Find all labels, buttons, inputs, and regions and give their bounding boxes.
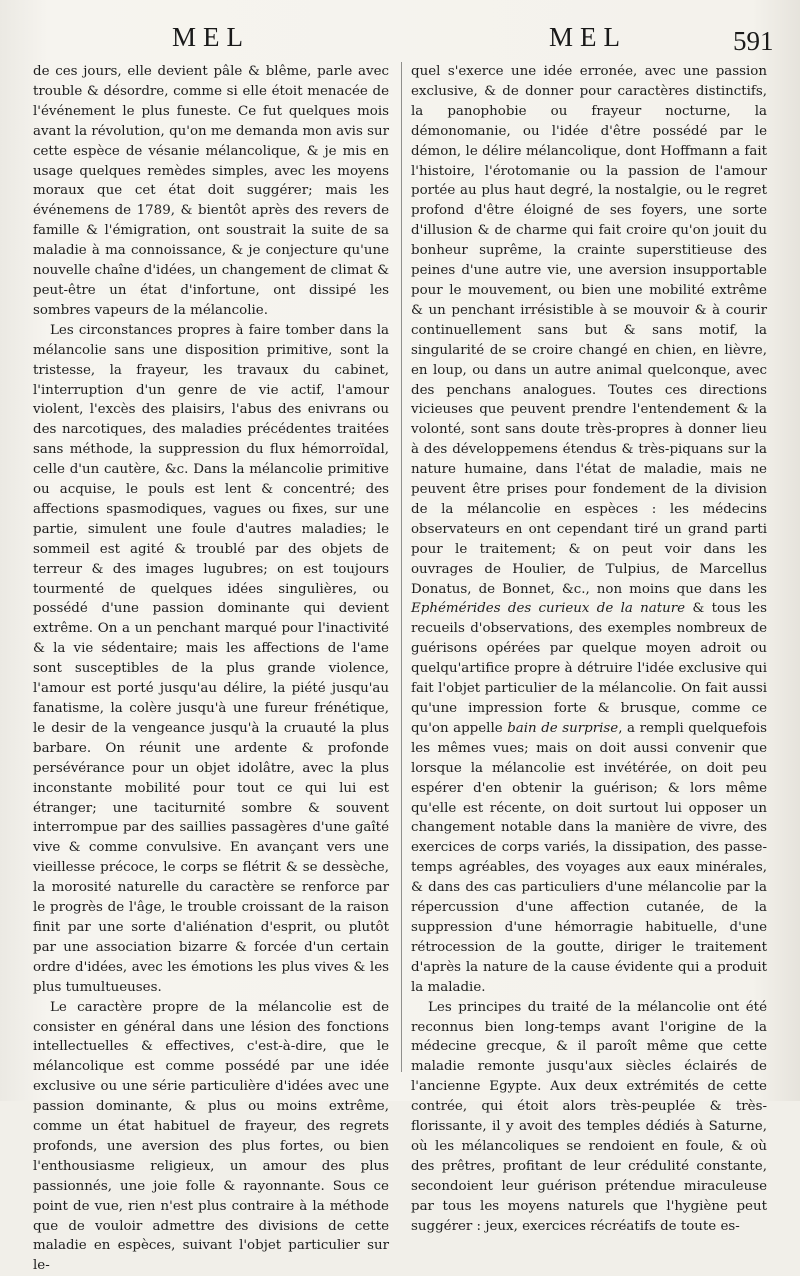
text-run: & tous les recueils d'observations, des exemples nombreux de guérisons opérées par quelque moyen adroit ou quelqu'artifice propre à détruire l'idée exclusive qui fait l'objet particulier de la mélancolie. On fait aussi qu'une impression forte & brusque, comme ce qu'on appelle [411,601,767,736]
paragraph: Les circonstances propres à faire tomber dans la mélancolie sans une disposition primitive, sont la tristesse, la frayeur, les travaux du cabinet, l'interruption d'un genre de vie actif, l'amour violent, l'excès des plaisirs, l'abus des enivrans ou des narcotiques, des maladies précédentes traitées sans méthode, la suppression du flux hémorroïdal, celle d'un cautère, &c. Dans la mélancolie primitive ou acquise, le pouls est lent & concentré; des affections spasmodiques, vagues ou fixes, sur une partie, simulent une foule d'autres maladies; le sommeil est agité & troublé par des objets de terreur & des images lugubres; on est toujours tourmenté de quelques idées singulières, ou possédé d'une passion dominante qui devient extrême. On a un penchant marqué pour l'inactivité & la vie sédentaire; mais les affections de l'ame sont susceptibles de la plus grande violence, l'amour est porté jusqu'au délire, la piété jusqu'au fanatisme, la colère jusqu'à une fureur frénétique, le desir de la vengeance jusqu'à la cruauté la plus barbare. On réunit une ardente & profonde persévérance pour un objet idolâtre, avec la plus inconstante mobilité pour tout ce qui lui est étranger; une taciturnité sombre & souvent interrompue par des saillies passagères d'une gaîté vive & comme convulsive. En avançant vers une vieillesse précoce, le corps se flétrit & se dessèche, la morosité naturelle du caractère se renforce par le progrès de l'âge, le trouble croissant de la raison finit par une sorte d'aliénation d'esprit, ou plutôt par une association bizarre & forcée d'un certain ordre d'idées, avec les émotions les plus vives & les plus tumultueuses. [33,322,389,995]
paragraph: de ces jours, elle devient pâle & blême, parle avec trouble & désordre, comme si elle étoit menacée de l'événement le plus funeste. Ce fut quelques mois avant la révolution, qu'on me demanda mon avis sur cette espèce de vésanie mélancolique, & je mis en usage quelques remèdes simples, avec les moyens moraux que cet état doit suggérer; mais les événemens de 1789, & bientôt après des revers de famille & l'émigration, ont soustrait la suite de sa maladie à ma connoissance, & je conjecture qu'une nouvelle chaîne d'idées, un changement de climat & peut-être un état d'infortune, ont dissipé les sombres vapeurs de la mélancolie. [33,64,389,318]
running-header [0,20,800,60]
left-column [33,62,389,1276]
right-headword: MEL [549,22,627,52]
text-run: , a rempli quelquefois les mêmes vues; mais on doit aussi convenir que lorsque la mélancolie est invétérée, on doit peu espérer d'en obtenir la guérison; & lors même qu'elle est récente, on doit surtout lui opposer un changement notable dans la manière de vivre, des exercices de corps variés, la dissipation, des passe-temps agréables, des voyages aux eaux minérales, & dans des cas particuliers d'une mélancolie par la répercussion d'une affection cutanée, de la suppression d'une hémorragie habituelle, d'une rétrocession de la goutte, diriger le traitement d'après la nature de la cause évidente qui a produit la maladie. [411,720,767,995]
italic-term: bain de surprise [507,720,619,736]
paragraph [411,62,767,998]
italic-title: Ephémérides des curieux de la nature [411,601,686,617]
right-column [411,62,767,1236]
paragraph: Le caractère propre de la mélancolie est de consister en général dans une lésion des fonctions intellectuelles & effectives, c'est-à-dire, que le mélancolique est comme possédé par une idée exclusive ou une série particulière d'idées avec une passion dominante, & plus ou moins extrême, comme un état habituel de frayeur, des regrets profonds, une aversion des plus fortes, ou bien l'enthousiasme religieux, un amour des plus passionnés, une joie folle & rayonnante. Sous ce point de vue, rien n'est plus contraire à la méthode que de vouloir admettre des divisions de cette maladie en espèces, suivant l'objet particulier sur le- [33,999,389,1274]
column-divider [401,62,402,1072]
paragraph: Les principes du traité de la mélancolie ont été reconnus bien long-temps avant l'origine de la médecine grecque, & il paroît même que cette maladie remonte jusqu'aux siècles éclairés de l'ancienne Egypte. Aux deux extrémités de cette contrée, qui étoit alors très-peuplée & très-florissante, il y avoit des temples dédiés à Saturne, où les mélancoliques se rendoient en foule, & où des prêtres, profitant de leur crédulité constante, secondoient leur guérison prétendue miraculeuse par tous les moyens naturels que l'hygiène peut suggérer : jeux, exercices récréatifs de toute es- [411,999,767,1234]
text-run: quel s'exerce une idée erronée, avec une passion exclusive, & de donner pour caractères distinctifs, la panophobie ou frayeur nocturne, la démonomanie, ou l'idée d'être possédé par le démon, le délire mélancolique, dont Hoffmann a fait l'histoire, l'érotomanie ou la passion de l'amour portée au plus haut degré, la nostalgie, ou le regret profond d'être éloigné de ses foyers, une sorte d'illusion & de charme qui fait croire qu'on jouit du bonheur suprême, la crainte superstitieuse des peines d'une autre vie, une aversion insupportable pour le mouvement, ou bien une mobilité extrême & un penchant irrésistible à se mouvoir & à courir continuellement sans but & sans motif, la singularité de se croire changé en chien, en lièvre, en loup, ou dans un autre animal quelconque, avec des penchans analogues. Toutes ces directions vicieuses que peuvent prendre l'entendement & la volonté, sont sans doute très-propres à donner lieu à des développemens étendus & très-piquans sur la nature humaine, dans l'état de maladie, mais ne peuvent être prises pour fondement de la division de la mélancolie en espèces : les médecins observateurs en ont cependant tiré un grand parti pour le traitement; & on peut voir dans les ouvrages de Houlier, de Tulpius, de Marcellus Donatus, de Bonnet, &c., non moins que dans les [411,64,767,597]
left-headword: MEL [172,22,250,52]
page-number: 591 [733,26,774,56]
